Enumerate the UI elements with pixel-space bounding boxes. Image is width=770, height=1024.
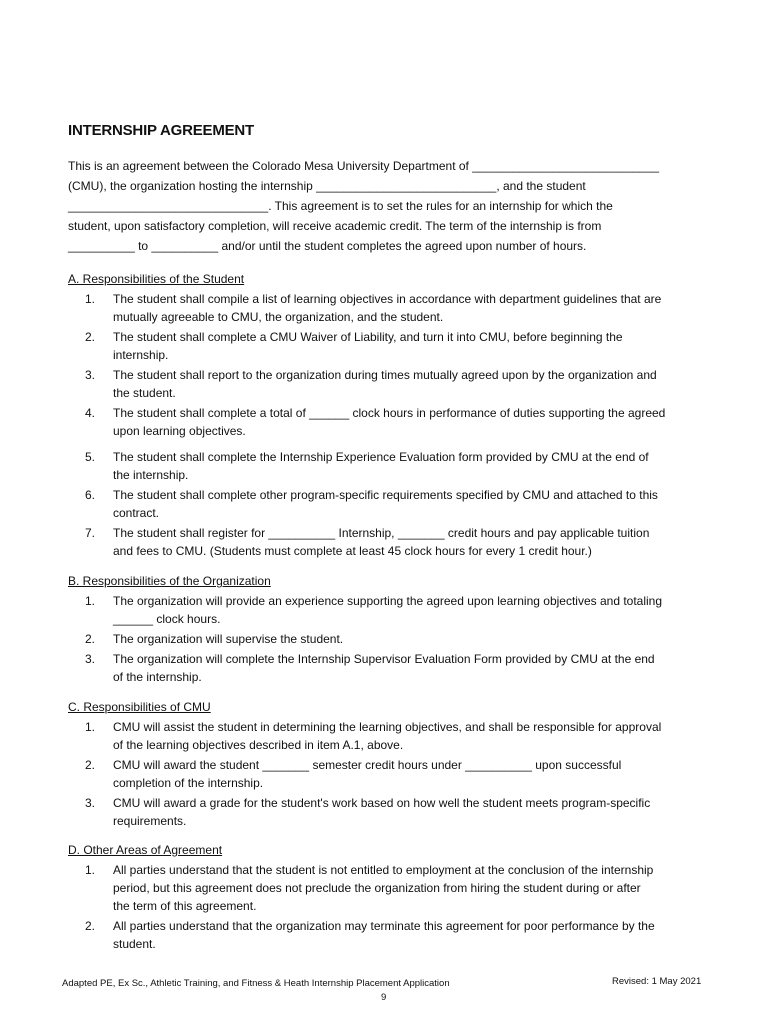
- section-organization-responsibilities: [68, 572, 708, 688]
- list-item: [68, 366, 708, 402]
- item-text: CMU will award the student _______ semester credit hours under __________ upon successful completion of the internship.: [113, 758, 622, 790]
- section-student-responsibilities: [68, 270, 708, 562]
- numbered-list: [68, 592, 708, 686]
- section-heading: C. Responsibilities of CMU: [68, 700, 211, 714]
- list-item: [68, 486, 708, 522]
- item-number: 3.: [85, 652, 96, 666]
- list-item: [68, 861, 708, 915]
- footer-revision-date: Revised: 1 May 2021: [612, 976, 702, 987]
- list-item: [68, 404, 708, 440]
- item-number: 4.: [85, 406, 96, 420]
- list-item: [68, 756, 708, 792]
- item-number: 3.: [85, 796, 96, 810]
- item-number: 1.: [85, 720, 96, 734]
- section-heading: A. Responsibilities of the Student: [68, 272, 245, 286]
- page-title: INTERNSHIP AGREEMENT: [68, 122, 255, 139]
- intro-line: student, upon satisfactory completion, will receive academic credit. The term of the internship is from: [68, 219, 602, 233]
- item-number: 5.: [85, 450, 96, 464]
- item-text: The student shall complete a total of ______ clock hours in performance of duties supporting the agreed upon learning objectives.: [113, 406, 666, 438]
- item-number: 1.: [85, 863, 96, 877]
- item-number: 3.: [85, 368, 96, 382]
- intro-line: This is an agreement between the Colorado Mesa University Department of ____________________________: [68, 159, 660, 173]
- item-text: The student shall complete other program-specific requirements specified by CMU and attached to this contract.: [113, 488, 658, 520]
- list-item: [68, 290, 708, 326]
- list-item: [68, 718, 708, 754]
- numbered-list: [68, 290, 708, 560]
- item-number: 7.: [85, 526, 96, 540]
- list-item: [68, 650, 708, 686]
- section-other-areas: [68, 841, 708, 955]
- item-text: The organization will complete the Internship Supervisor Evaluation Form provided by CMU at the end of the internship.: [113, 652, 655, 684]
- item-text: All parties understand that the organization may terminate this agreement for poor performance by the student.: [113, 919, 655, 951]
- list-item: [68, 794, 708, 830]
- item-text: The student shall complete a CMU Waiver of Liability, and turn it into CMU, before beginning the internship.: [113, 330, 623, 362]
- item-text: The student shall complete the Internship Experience Evaluation form provided by CMU at the end of the internship.: [113, 450, 649, 482]
- item-number: 6.: [85, 488, 96, 502]
- item-number: 1.: [85, 594, 96, 608]
- item-text: CMU will award a grade for the student's work based on how well the student meets program-specific requirements.: [113, 796, 651, 828]
- item-number: 2.: [85, 632, 96, 646]
- list-item: [68, 592, 708, 628]
- list-item: [68, 524, 708, 560]
- item-text: CMU will assist the student in determining the learning objectives, and shall be responsible for approval of the learning objectives described in item A.1, above.: [113, 720, 662, 752]
- section-cmu-responsibilities: [68, 698, 708, 832]
- intro-line: (CMU), the organization hosting the internship ___________________________, and the student: [68, 179, 586, 193]
- item-number: 2.: [85, 330, 96, 344]
- item-text: The student shall report to the organization during times mutually agreed upon by the organization and the student.: [113, 368, 657, 400]
- footer-document-title: Adapted PE, Ex Sc., Athletic Training, and Fitness & Heath Internship Placement Application: [62, 978, 450, 989]
- item-text: The organization will provide an experience supporting the agreed upon learning objectives and totaling ______ clock hours.: [113, 594, 663, 626]
- item-text: The organization will supervise the student.: [113, 632, 344, 646]
- section-heading: D. Other Areas of Agreement: [68, 843, 223, 857]
- intro-line: ______________________________. This agreement is to set the rules for an internship for which the: [68, 199, 613, 213]
- list-item: [68, 630, 708, 648]
- item-text: The student shall register for __________ Internship, _______ credit hours and pay applicable tuition and fees to CMU. (Students must complete at least 45 clock hours for every 1 credit hour.): [113, 526, 650, 558]
- item-number: 2.: [85, 758, 96, 772]
- page-number: 9: [381, 992, 387, 1003]
- intro-paragraph: [68, 156, 708, 256]
- section-heading: B. Responsibilities of the Organization: [68, 574, 271, 588]
- intro-line: __________ to __________ and/or until the student completes the agreed upon number of hours.: [68, 239, 587, 253]
- numbered-list: [68, 861, 708, 953]
- list-item: [68, 917, 708, 953]
- list-item: [68, 328, 708, 364]
- item-text: The student shall compile a list of learning objectives in accordance with department guidelines that are mutually agreeable to CMU, the organization, and the student.: [113, 292, 662, 324]
- numbered-list: [68, 718, 708, 830]
- item-text: All parties understand that the student is not entitled to employment at the conclusion of the internship period, but this agreement does not preclude the organization from hiring the student during or after the term of this agreement.: [113, 863, 654, 913]
- item-number: 2.: [85, 919, 96, 933]
- item-number: 1.: [85, 292, 96, 306]
- list-item: [68, 448, 708, 484]
